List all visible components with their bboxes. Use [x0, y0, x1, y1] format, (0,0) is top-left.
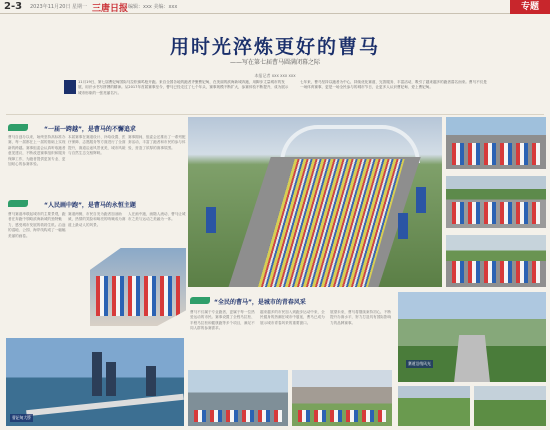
- paragraph: 曹马不仅属于专业跑者，更属于每一位热爱运动的市民。赛事设置了全程马拉松、半程马拉松和健康跑等多个项目，满足不同人群的参赛需求。: [190, 310, 255, 331]
- issue-date: 2023年11月20日 星期一: [30, 4, 88, 10]
- greenery-photo: [474, 386, 546, 426]
- intro-column-b: 七年来，曹马坚持以跑者为中心，持续优化赛道、完善服务、丰富活动，吸引了越来越多的跑者慕名而来。曹马不仅是一场体育赛事，更是一场全民参与的城市节日，让更多人认识曹妃甸、爱上曹妃甸。: [300, 80, 487, 90]
- city-bridge-photo: [6, 338, 184, 426]
- section-title-3: “全民的曹马”，是城市的青春风采: [214, 299, 306, 306]
- runners-photo: [446, 176, 546, 228]
- page-number: 2-3: [4, 1, 23, 12]
- paragraph: 人在画中跑，画随人流动，曹马让城市之美与运动之美融为一体。: [128, 212, 186, 222]
- stadium-photo: [188, 370, 288, 426]
- bridge: [26, 394, 184, 416]
- paragraph: 赛事期间，组委会还推出了一系列配套活动，丰富了跑者和市民的参与体验，营造了浓厚的赛事氛围。: [128, 135, 186, 150]
- paragraph: 赛道两侧，市民自发为跑者加油助威，热情的笑脸和响亮的呐喊成为赛道上最动人的风景。: [68, 212, 126, 227]
- paragraph: 曹马自创办以来，始终坚持高标准办赛，每一届都在上一届的基础上实现新的跨越。赛事组委会认真听取跑者意见建议，不断改进赛事组织和服务保障工作，为跑者提供更加专业、更加贴心的参赛体验。: [8, 135, 66, 167]
- newspaper-name: 三唐日报: [92, 4, 129, 14]
- photo-caption: 赛道沿线风光: [408, 361, 431, 366]
- article-column: [330, 310, 394, 366]
- article-column: [8, 212, 66, 332]
- article-column: [68, 212, 126, 246]
- article-column: [128, 212, 186, 246]
- runners: [452, 202, 540, 224]
- section-title-1: “一届一跨越”，是曹马的不懈追求: [44, 126, 136, 133]
- section-marker-icon: [190, 297, 210, 304]
- paragraph: 本届赛事在赛道设计、补给设置、医疗保障、志愿服务等方面进行了全面提升，赛道沿途风景优美，城市风貌与自然生态交相辉映。: [68, 135, 126, 156]
- article-column: [190, 310, 256, 366]
- cityscape-photo: [292, 370, 392, 426]
- path: [454, 335, 490, 382]
- section-label: 专题: [510, 0, 550, 14]
- runners: [452, 261, 540, 283]
- marathon-hero-photo: [188, 117, 442, 287]
- article-column: [68, 135, 126, 195]
- greenery-photo: [398, 386, 470, 426]
- section-title-2: “人民画中跑”，是曹马的永恒主题: [44, 202, 136, 209]
- park-path-photo: [398, 292, 546, 382]
- article-column: [8, 135, 66, 195]
- page-title: 用时光淬炼更好的曹马: [169, 36, 380, 58]
- banner-flag: [398, 213, 408, 239]
- article-column: [128, 135, 186, 195]
- page-subtitle: ——写在第七届曹马圆满闭幕之际: [229, 59, 320, 66]
- dropcap-block: [64, 80, 76, 94]
- banner-flag: [416, 187, 426, 213]
- runners: [96, 276, 180, 316]
- tower: [146, 366, 156, 396]
- intro-column-a: 11月19日，第七届曹妃甸国际马拉松赛鸣枪开跑。来自全国各地的跑者齐聚曹妃甸，在美丽的滨海新城奔跑，用脚步丈量城市的发展，用汗水书写拼搏的精神。从2017年首届赛事至今，曹马已经走过了七个年头，赛事规模不断扩大，参赛体验不断提升，成为展示城市形象的一张亮丽名片。: [78, 80, 289, 95]
- paragraph: 曹马赛道串联起城市的主要景观，跑者在奔跑中领略滨海新城的独特魅力，感受城市发展的勃勃生机。沿途的湿地、公园、海岸线构成了一幅幅美丽的画卷。: [8, 212, 66, 238]
- paragraph: 越来越多的市民加入到跑步运动中来，全民健身的热潮在城市中蔓延，曹马已成为展示城市青春风采的重要窗口。: [260, 310, 325, 325]
- tower: [106, 362, 116, 396]
- runners-collage-photo: [90, 248, 186, 326]
- byline: 本报记者 xxx xxx xxx: [254, 73, 296, 78]
- tower: [92, 352, 102, 396]
- section-marker-icon: [8, 124, 28, 131]
- runners: [194, 410, 282, 422]
- paragraph: 展望未来，曹马将继续秉持初心，不断提升办赛水平，努力打造具有国际影响力的品牌赛事。: [330, 310, 392, 325]
- runners: [452, 143, 540, 165]
- article-column: [260, 310, 326, 366]
- divider: [6, 114, 544, 115]
- runners-photo: [446, 235, 546, 287]
- editor-line: 编辑：xxx 美编：xxx: [128, 4, 178, 10]
- runners: [298, 410, 386, 422]
- photo-caption: 曹妃甸大桥: [12, 415, 31, 420]
- masthead: [0, 0, 550, 14]
- section-marker-icon: [8, 200, 28, 207]
- runners-photo: [446, 117, 546, 169]
- banner-flag: [206, 207, 216, 233]
